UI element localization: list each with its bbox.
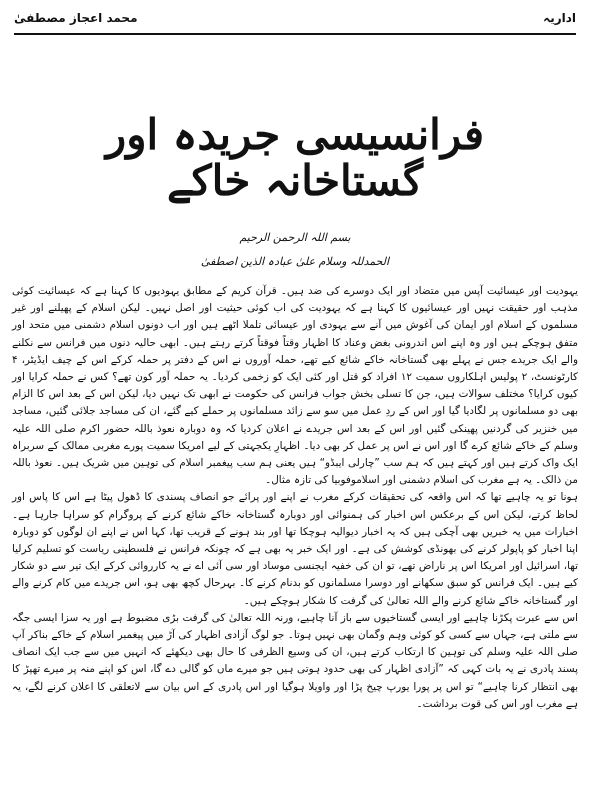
invocation-line: الحمدللہ وسلام علیٰ عبادہ الذین اصطفیٰ	[200, 255, 390, 268]
paragraph: یہودیت اور عیسائیت آپس میں متضاد اور ایک دوسرے کی ضد ہیں۔ قرآن کریم کے مطابق یہودیوں کا کہنا ہے کہ عیسائیت کوئی مذہب اور حقیقت نہیں اور عیسائیوں کا کہنا ہے کہ یہودیت کی اب کوئی حیثیت اور اصل نہیں۔ لیکن اسلام کے پھیلنے اور غیر مسلموں کے اسلام اور ایمان کی آغوش میں آنے سے یہودی اور عیسائی تلملا اٹھے ہیں اور اب دونوں اسلام دشمنی میں متحد اور متفق ہوچکے ہیں اور وہ اپنے اس اندرونی بغض وعناد کا اظہار وقتاً فوقتاً کرتے رہتے ہیں۔ ابھی حالیہ دنوں میں فرانس سے نکلنے والے ایک جریدے جس نے پہلے بھی گستاخانہ خاکے شائع کیے تھے، حملہ آوروں نے اس کے دفتر پر حملہ کرکے اس کے چیف ایڈیٹر، ۴ کارٹونسٹ، ۲ پولیس اہلکاروں سمیت ۱۲ افراد کو قتل اور کئی ایک کو زخمی کردیا۔ یہ حملہ آور کون تھے؟ کس نے حملہ کرایا اور کیوں کرایا؟ مختلف سوالات ہیں، جن کا تسلی بخش جواب فرانس کی حکومت نے ابھی تک نہیں دیا، لیکن اس کے بعد اس کا الزام بھی دو مسلمانوں پر لگادیا گیا اور اس کے ردِ عمل میں سو سے زائد مسلمانوں پر حملے کیے گئے، ان کی مساجد جلائی گئیں، مساجد میں خنزیر کی گردنیں پھینکی گئیں اور اس کے بعد اس جریدے نے اعلان کردیا کہ وہ دوبارہ نعوذ باللہ حضور اکرم صلی اللہ علیہ وسلم کے خاکے شائع کرے گا اور اس نے اس پر عمل کر بھی دیا۔ اظہارِ یکجہتی کے لیے امریکا سمیت پورے مغربی ممالک کے سربراہ ایک واک کرتے ہیں اور کہتے ہیں کہ ہم سب ”چارلی ایبڈو“ ہیں یعنی ہم سب پیغمبر اسلام کی توہین میں شریک ہیں۔ نعوذ باللہ من ذالک۔ یہ ہے مغرب کی اسلام دشمنی اور اسلاموفوبیا کی تازہ مثال۔	[12, 285, 578, 487]
article-body	[12, 283, 578, 792]
page-header	[14, 6, 576, 30]
author-name: محمد اعجاز مصطفیٰ	[14, 11, 138, 25]
header-divider	[14, 33, 576, 35]
paragraph: اس سے عبرت پکڑنا چاہیے اور ایسی گستاخیوں سے باز آنا چاہیے، ورنہ اللہ تعالیٰ کی گرفت بڑی مضبوط ہے اور یہ سزا ایسی جگہ سے ملتی ہے، جہاں سے کسی کو کوئی وہم وگمان بھی نہیں ہوتا۔ جو لوگ آزادی اظہار کی آڑ میں پیغمبر اسلام کے خاکے بناکر آپ صلی اللہ علیہ وسلم کی توہین کا ارتکاب کرتے ہیں، ان کی وسیع الظرفی کا حال بھی دیکھئے کہ انہیں میں سے جب ایک انصاف پسند پادری نے یہ بات کہی کہ ”آزادی اظہار کی بھی حدود ہوتی ہیں جو میرے ماں کو گالی دے گا، اس کو اپنے منہ پر میرے تھپڑ کا بھی انتظار کرنا چاہیے“ تو اس پر پورا یورپ چیخ پڑا اور واویلا ہوگیا اور اس پادری کے اس بیان سے لاتعلقی کا اعلان کرنے لگے، یہ ہے مغرب اور اس کی قوت برداشت۔	[12, 611, 578, 710]
paragraph: ہونا تو یہ چاہیے تھا کہ اس واقعہ کی تحقیقات کرکے مغرب نے اپنے اور پرائے جو انصاف پسندی کا ڈھول پیٹا ہے اس کا پاس اور لحاظ کرتے، لیکن اس کے برعکس اس اخبار کی ہمنوائی اور دوبارہ گستاخانہ خاکے شائع کرنے کے پروگرام کو سراہا جارہا ہے۔ اخبارات میں یہ خبریں بھی آچکی ہیں کہ یہ اخبار دیوالیہ ہوچکا تھا اور بند ہونے کے قریب تھا، کہا اس نے اپنے ان لوگوں کو دوبارہ اپنا اخبار کو پاپولر کرنے کی بھونڈی کوشش کی ہے۔ اور ایک خبر یہ بھی ہے کہ چونکہ فرانس نے فلسطینی ریاست کو تسلیم کرلیا تھا، اسرائیل اور امریکا اس پر ناراض تھے، تو ان کی خفیہ ایجنسی موساد اور سی آئی اے نے یہ کارروائی کرکے ایک تیر سے دو شکار کیے ہیں۔ ایک فرانس کو سبق سکھانے اور دوسرا مسلمانوں کو بدنام کرنے کا۔ بہرحال کچھ بھی ہو، اس جریدے میں کام کرنے والے اور گستاخانہ خاکے شائع کرنے والے اللہ تعالیٰ کی گرفت کا شکار ہوچکے ہیں۔	[12, 491, 578, 607]
section-label: اداریہ	[543, 11, 576, 25]
headline: فرانسیسی جریدہ اور گستاخانہ خاکے	[105, 110, 485, 206]
bismillah-line: بسم اللہ الرحمن الرحیم	[239, 231, 351, 244]
